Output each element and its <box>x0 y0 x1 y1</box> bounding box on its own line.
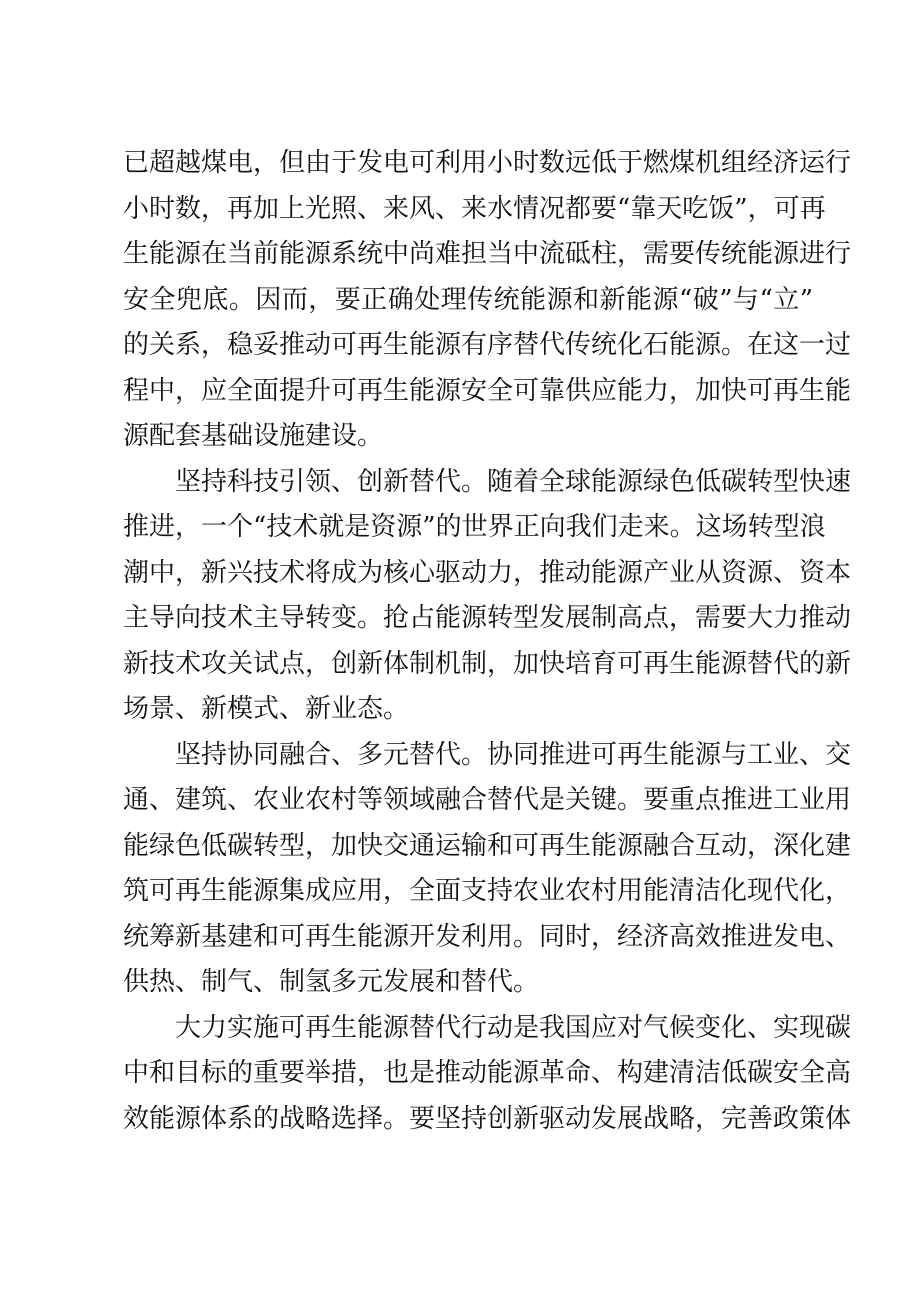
text-line: 生能源在当前能源系统中尚难担当中流砥柱，需要传统能源进行 <box>123 239 852 269</box>
text-line: 小时数，再加上光照、来风、来水情况都要“靠天吃饭”，可再 <box>123 193 826 224</box>
document-body <box>123 141 852 1142</box>
paragraph-renewable-action <box>123 1006 852 1143</box>
paragraph-synergy-integration <box>123 733 852 1006</box>
text-line: 潮中，新兴技术将成为核心驱动力，推动能源产业从资源、资本 <box>123 557 852 588</box>
text-line: 主导向技术主导转变。抢占能源转型发展制高点，需要大力推动 <box>123 603 852 633</box>
text-line: 坚持协同融合、多元替代。协同推进可再生能源与工业、交 <box>175 739 852 770</box>
text-line: 推进，一个“技术就是资源”的世界正向我们走来。这场转型浪 <box>123 512 826 542</box>
text-line: 通、建筑、农业农村等领域融合替代是关键。要重点推进工业用 <box>123 785 852 815</box>
text-line: 新技术攻关试点，创新体制机制，加快培育可再生能源替代的新 <box>123 648 852 679</box>
text-line: 已超越煤电，但由于发电可利用小时数远低于燃煤机组经济运行 <box>123 148 852 178</box>
paragraph-tech-innovation <box>123 460 852 733</box>
text-line: 程中，应全面提升可再生能源安全可靠供应能力，加快可再生能 <box>123 375 852 406</box>
text-line: 效能源体系的战略选择。要坚持创新驱动发展战略，完善政策体 <box>123 1103 852 1134</box>
text-line: 能绿色低碳转型，加快交通运输和可再生能源融合互动，深化建 <box>123 830 852 861</box>
text-line: 的关系，稳妥推动可再生能源有序替代传统化石能源。在这一过 <box>123 330 852 360</box>
text-line: 源配套基础设施建设。 <box>123 421 384 451</box>
text-line: 统筹新基建和可再生能源开发利用。同时，经济高效推进发电、 <box>123 921 852 952</box>
text-line: 筑可再生能源集成应用，全面支持农业农村用能清洁化现代化， <box>123 876 852 906</box>
text-line: 中和目标的重要举措，也是推动能源革命、构建清洁低碳安全高 <box>123 1058 852 1088</box>
paragraph-energy-transition <box>123 141 852 460</box>
text-line: 坚持科技引领、创新替代。随着全球能源绿色低碳转型快速 <box>175 466 852 497</box>
text-line: 安全兜底。因而，要正确处理传统能源和新能源“破”与“立” <box>123 284 813 315</box>
text-line: 供热、制气、制氢多元发展和替代。 <box>123 967 540 997</box>
text-line: 场景、新模式、新业态。 <box>123 694 410 724</box>
text-line: 大力实施可再生能源替代行动是我国应对气候变化、实现碳 <box>175 1012 852 1043</box>
